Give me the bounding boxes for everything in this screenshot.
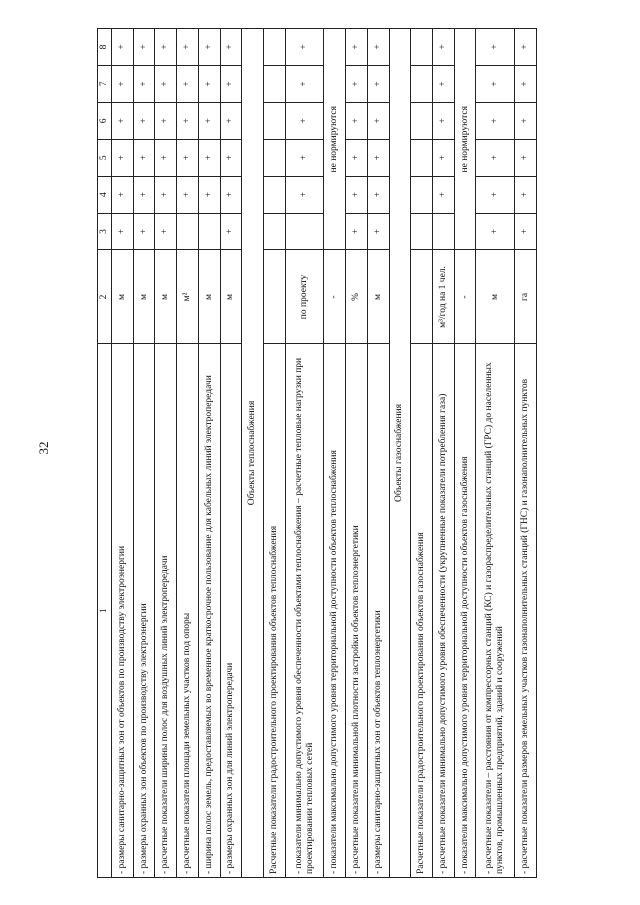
indicator-cell: - размеры санитарно-защитных зон от объектов по производству электроэнергии	[111, 344, 133, 878]
mark-cell	[411, 213, 433, 250]
mark-cell	[433, 213, 455, 250]
table-row	[476, 29, 515, 878]
mark-cell	[411, 29, 433, 66]
mark-cell: +	[220, 139, 242, 176]
mark-cell: +	[155, 65, 177, 102]
mark-cell	[263, 65, 285, 102]
mark-cell: +	[177, 176, 199, 213]
unit-cell: м²	[177, 250, 199, 344]
mark-cell: +	[433, 65, 455, 102]
table-row	[198, 29, 220, 878]
mark-cell: +	[111, 29, 133, 66]
mark-cell: +	[155, 29, 177, 66]
mark-cell: +	[177, 102, 199, 139]
mark-cell: +	[198, 176, 220, 213]
mark-cell: +	[346, 213, 368, 250]
mark-cell: +	[476, 29, 515, 66]
mark-cell: +	[111, 213, 133, 250]
mark-cell: +	[220, 65, 242, 102]
mark-cell	[177, 213, 199, 250]
table-header	[98, 29, 112, 878]
mark-cell: +	[198, 29, 220, 66]
mark-cell: +	[285, 176, 324, 213]
table-row	[367, 29, 389, 878]
indicator-cell: - расчетные показатели площади земельных участков под опоры	[177, 344, 199, 878]
mark-cell: +	[346, 176, 368, 213]
table-row	[285, 29, 324, 878]
indicator-cell: - расчетные показатели минимально допустимого уровня обеспеченности (укрупненные показатели потребления газа)	[433, 344, 455, 878]
section-title: Объекты газоснабжения	[389, 29, 411, 878]
mark-cell: +	[285, 65, 324, 102]
indicator-cell: - показатели максимально допустимого уровня территориальной доступности объектов газоснабжения	[454, 344, 476, 878]
unit-cell: %	[346, 250, 368, 344]
indicator-cell: - ширина полос земель, предоставляемых во временное краткосрочное пользование для кабельных линий электропередачи	[198, 344, 220, 878]
indicator-cell: - расчетные показатели ширины полос для воздушных линий электропередачи	[155, 344, 177, 878]
indicator-cell: Расчетные показатели градостроительного проектирования объектов газоснабжения	[411, 344, 433, 878]
unit-cell	[263, 250, 285, 344]
mark-cell: +	[155, 139, 177, 176]
column-header-1: 1	[98, 344, 112, 878]
mark-cell: +	[133, 102, 155, 139]
mark-cell: +	[111, 176, 133, 213]
note-cell: не нормируются	[324, 29, 346, 251]
mark-cell: +	[198, 102, 220, 139]
unit-cell: м	[198, 250, 220, 344]
indicator-cell: - расчетные показатели минимальной плотности застройки объектов теплоэнергетики	[346, 344, 368, 878]
mark-cell	[411, 139, 433, 176]
unit-cell: по проекту	[285, 250, 324, 344]
mark-cell: +	[155, 213, 177, 250]
unit-cell: м	[155, 250, 177, 344]
indicator-cell: - показатели максимально допустимого уровня территориальной доступности объектов теплоснабжения	[324, 344, 346, 878]
unit-cell: м	[220, 250, 242, 344]
column-header-8: 8	[98, 29, 112, 66]
mark-cell: +	[133, 29, 155, 66]
mark-cell: +	[367, 65, 389, 102]
column-header-3: 3	[98, 213, 112, 250]
table-row	[177, 29, 199, 878]
column-header-4: 4	[98, 176, 112, 213]
mark-cell: +	[433, 139, 455, 176]
indicator-cell: - показатели минимально допустимого уровня обеспеченности объектами теплоснабжения – расчетные тепловые нагрузки при проектировании тепловых сетей	[285, 344, 324, 878]
mark-cell: +	[346, 29, 368, 66]
table-row	[433, 29, 455, 878]
mark-cell: +	[346, 139, 368, 176]
indicator-cell: Расчетные показатели градостроительного проектирования объектов теплоснабжения	[263, 344, 285, 878]
unit-cell: -	[324, 250, 346, 344]
unit-cell: м	[133, 250, 155, 344]
table-row	[133, 29, 155, 878]
mark-cell: +	[367, 176, 389, 213]
table-row	[111, 29, 133, 878]
unit-cell: га	[515, 250, 537, 344]
rotated-table-container	[97, 28, 537, 878]
mark-cell: +	[515, 213, 537, 250]
mark-cell: +	[367, 29, 389, 66]
table-row	[220, 29, 242, 878]
column-header-2: 2	[98, 250, 112, 344]
unit-cell	[411, 250, 433, 344]
table-row	[515, 29, 537, 878]
unit-cell: м	[111, 250, 133, 344]
indicator-cell: - размеры охранных зон объектов по производству электроэнергии	[133, 344, 155, 878]
mark-cell: +	[133, 65, 155, 102]
indicator-table	[97, 28, 537, 878]
mark-cell: +	[220, 213, 242, 250]
mark-cell: +	[285, 102, 324, 139]
mark-cell	[263, 102, 285, 139]
table-row	[263, 29, 285, 878]
unit-cell: -	[454, 250, 476, 344]
mark-cell: +	[198, 65, 220, 102]
mark-cell: +	[515, 139, 537, 176]
mark-cell: +	[476, 139, 515, 176]
table-row	[346, 29, 368, 878]
table-row	[454, 29, 476, 878]
mark-cell: +	[133, 176, 155, 213]
mark-cell: +	[177, 65, 199, 102]
mark-cell: +	[220, 29, 242, 66]
section-row	[242, 29, 264, 878]
unit-cell: м	[367, 250, 389, 344]
mark-cell	[411, 102, 433, 139]
mark-cell: +	[220, 102, 242, 139]
mark-cell: +	[433, 102, 455, 139]
mark-cell: +	[285, 29, 324, 66]
indicator-cell: - размеры санитарно-защитных зон от объектов теплоэнергетики	[367, 344, 389, 878]
mark-cell: +	[476, 213, 515, 250]
mark-cell: +	[515, 29, 537, 66]
mark-cell: +	[515, 65, 537, 102]
mark-cell: +	[367, 213, 389, 250]
mark-cell	[411, 176, 433, 213]
mark-cell: +	[476, 176, 515, 213]
indicator-cell: - расчетные показатели размеров земельных участков газонаполнительных станций (ГНС) и газонаполнительных пунктов	[515, 344, 537, 878]
mark-cell	[285, 213, 324, 250]
indicator-cell: - расчетные показатели – расстояния от компрессорных станций (КС) и газораспределительных станций (ГРС) до населенных пунктов, промышленных предприятий, зданий и сооружений	[476, 344, 515, 878]
mark-cell: +	[220, 176, 242, 213]
mark-cell: +	[155, 102, 177, 139]
mark-cell	[198, 213, 220, 250]
column-header-5: 5	[98, 139, 112, 176]
column-header-6: 6	[98, 102, 112, 139]
mark-cell: +	[133, 213, 155, 250]
note-cell: не нормируются	[454, 29, 476, 251]
mark-cell: +	[346, 102, 368, 139]
mark-cell	[263, 213, 285, 250]
section-title: Объекты теплоснабжения	[242, 29, 264, 878]
mark-cell: +	[285, 139, 324, 176]
page-number: 32	[36, 441, 51, 455]
mark-cell: +	[515, 102, 537, 139]
table-row	[411, 29, 433, 878]
mark-cell: +	[433, 176, 455, 213]
mark-cell: +	[476, 102, 515, 139]
table-row	[155, 29, 177, 878]
mark-cell: +	[433, 29, 455, 66]
mark-cell	[263, 29, 285, 66]
table-body	[111, 29, 536, 878]
section-row	[389, 29, 411, 878]
mark-cell	[411, 65, 433, 102]
mark-cell: +	[111, 102, 133, 139]
mark-cell: +	[367, 102, 389, 139]
mark-cell: +	[367, 139, 389, 176]
mark-cell: +	[111, 65, 133, 102]
mark-cell	[263, 139, 285, 176]
mark-cell	[263, 176, 285, 213]
column-header-7: 7	[98, 65, 112, 102]
mark-cell: +	[177, 139, 199, 176]
indicator-cell: - размеры охранных зон для линий электропередачи	[220, 344, 242, 878]
mark-cell: +	[346, 65, 368, 102]
mark-cell: +	[177, 29, 199, 66]
mark-cell: +	[515, 176, 537, 213]
unit-cell: м	[476, 250, 515, 344]
mark-cell: +	[133, 139, 155, 176]
mark-cell: +	[476, 65, 515, 102]
table-row	[324, 29, 346, 878]
unit-cell: м³/год на 1 чел.	[433, 250, 455, 344]
mark-cell: +	[155, 176, 177, 213]
mark-cell: +	[111, 139, 133, 176]
mark-cell: +	[198, 139, 220, 176]
